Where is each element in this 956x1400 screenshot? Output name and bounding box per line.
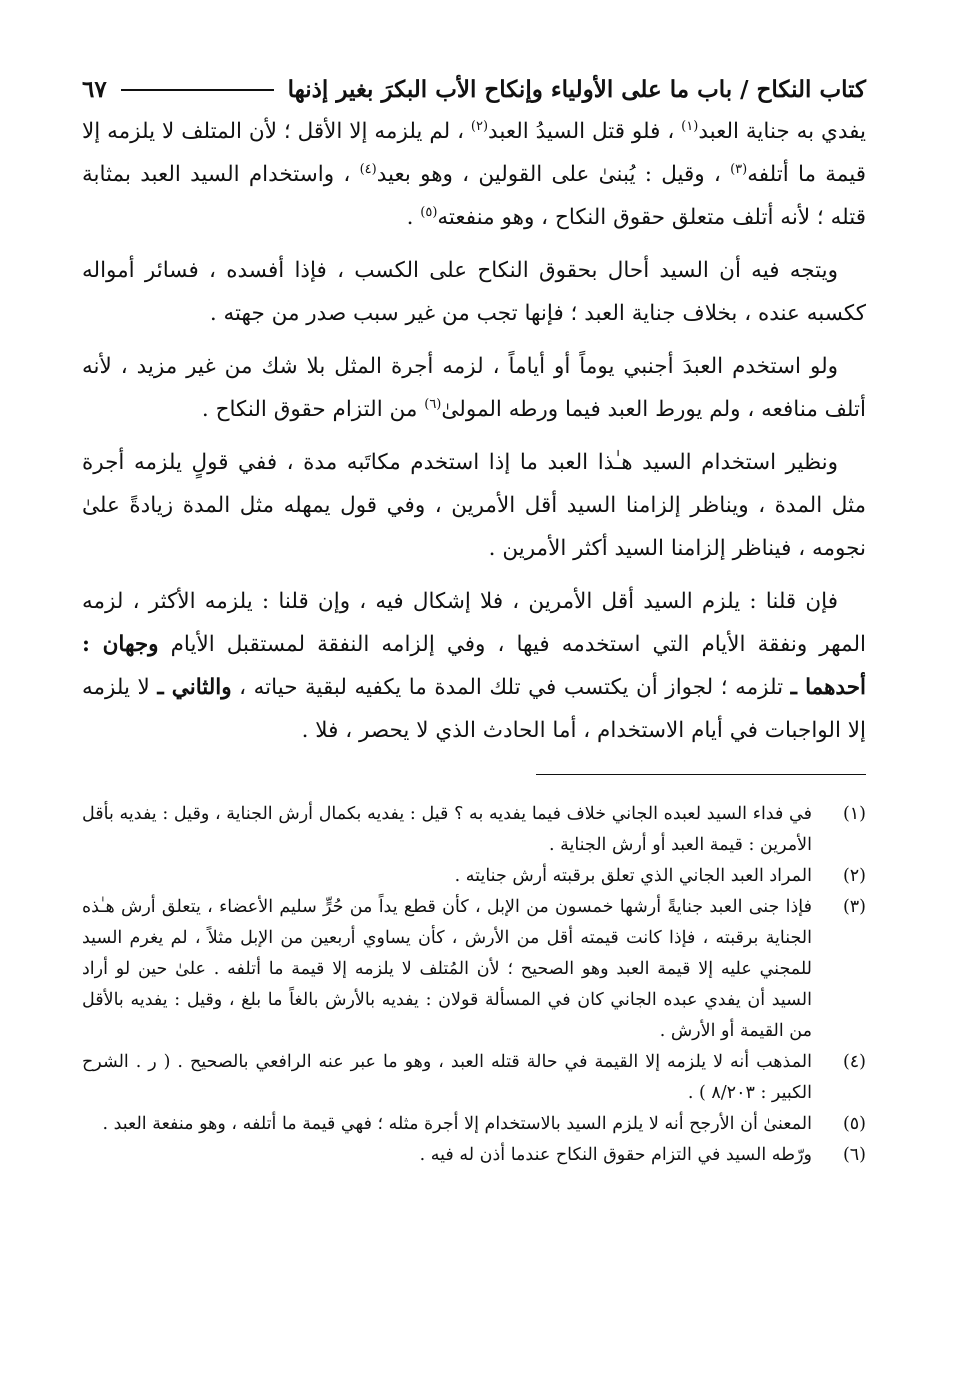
- footnote-item: [82, 861, 866, 892]
- text-run: ولو استخدم العبدَ أجنبي يوماً أو أياماً ، لزمه أجرة المثل بلا شك من غير مزيد ، لأنه أتلف منافعه ، ولم يورط العبد فيما ورطه المولىٰ: [82, 354, 866, 422]
- footnote-text: المعنىٰ أن الأرجح أنه لا يلزم السيد بالاستخدام إلا أجرة مثله ؛ فهي قيمة ما أتلفه ، وهو منفعة العبد .: [102, 1114, 812, 1134]
- footnote-number: (٦): [842, 1145, 866, 1165]
- paragraph-4: ونظير استخدام السيد هـٰذا العبد ما إذا استخدم مكاتَبه مدة ، ففي قولٍ يلزمه أجرة مثل المدة ، ويناظر إلزامنا السيد أقل الأمرين ، وفي قول يمهله مثل المدة زيادةً علىٰ نجومه ، فيناظر إلزامنا السيد أكثر الأمرين .: [82, 450, 866, 561]
- text-run: لا يلزمه إلا الواجبات في أيام الاستخدام ، أما الحادث الذي لا يحصر ، فلا .: [82, 675, 866, 743]
- text-run: ، وقيل : يُبنىٰ على القولين ، وهو بعيد: [376, 162, 731, 187]
- text-run: .: [406, 205, 421, 230]
- bold-term: وجهان : أحدهما ـ: [82, 632, 866, 700]
- footnote-item: [82, 1109, 866, 1140]
- footnote-ref-5: (٥): [420, 204, 438, 220]
- footnote-number: (٥): [842, 1114, 866, 1134]
- footnote-text: في فداء السيد لعبده الجاني خلاف فيما يفديه به ؟ قيل : يفديه بكمال أرش الجناية ، وقيل : يفديه بأقل الأمرين : قيمة العبد أو أرش الجناية .: [82, 804, 812, 855]
- footnote-item: [82, 1047, 866, 1109]
- text-run: تلزمه ؛ لجواز أن يكتسب في تلك المدة ما يكفيه لبقية حياته ،: [231, 675, 791, 700]
- header-rule: [121, 89, 274, 91]
- footnote-ref-2: (٢): [470, 118, 489, 134]
- footnote-ref-1: (١): [681, 118, 699, 134]
- page-number: ٦٧: [82, 76, 107, 103]
- text-run: ، لم يلزمه إلا الأقل ؛ لأن المتلف لا يلزمه إلا قيمة ما أتلفه: [82, 119, 866, 187]
- footnote-item: [82, 799, 866, 861]
- paragraph-3: [82, 345, 866, 431]
- text-run: ، واستخدام السيد العبد بمثابة قتله ؛ لأنه أتلف متعلق حقوق النكاح ، وهو منفعته: [82, 162, 866, 230]
- footnote-ref-6: (٦): [424, 396, 442, 412]
- footnote-ref-3: (٣): [730, 161, 748, 177]
- footnote-item: [82, 1140, 866, 1171]
- text-run: فإن قلنا : يلزم السيد أقل الأمرين ، فلا إشكال فيه ، وإن قلنا : يلزمه الأكثر ، لزمه المهر ونفقة الأيام التي استخدمه فيها ، وفي إلزامه النفقة لمستقبل الأيام: [82, 589, 866, 657]
- footnote-text: فإذا جنى العبد جنايةً أرشها خمسون من الإبل ، كأن قطع يداً من حُرٍّ سليم الأعضاء ، يتعلق أرش هـٰذه الجناية برقبته ، فإذا كانت قيمته أقل من الأرش ، كأن يساوي أربعين من الإبل مثلاً ، لم يغرم السيد للمجني عليه إلا قيمة العبد وهو الصحيح ؛ لأن المُتلف لا يلزمه إلا قيمة ما أتلفه . علىٰ حين لو أراد السيد أن يفدي عبده الجاني كان في المسألة قولان : يفديه بالأرش بالغاً ما بلغ ، وقيل : يفديه بالأقل من القيمة أو الأرش .: [82, 897, 812, 1041]
- header-title: كتاب النكاح / باب ما على الأولياء وإنكاح الأب البكرَ بغير إذنها: [287, 76, 866, 103]
- footnote-number: (٣): [842, 897, 866, 917]
- footnote-ref-4: (٤): [359, 161, 377, 177]
- footnote-number: (١): [842, 804, 866, 824]
- paragraph-2: ويتجه فيه أن السيد أحال بحقوق النكاح على الكسب ، فإذا أفسده ، فسائر أمواله ككسبه عنده ، بخلاف جناية العبد ؛ فإنها تجب من غير سبب صدر من جهته .: [82, 258, 866, 326]
- footnote-text: المذهب أنه لا يلزمه إلا القيمة في حالة قتله العبد ، وهو ما عبر عنه الرافعي بالصحيح . ( ر . الشرح الكبير : ٨/٢٠٣ ) .: [82, 1052, 812, 1103]
- footnote-divider: [536, 774, 866, 775]
- footnote-number: (٢): [842, 866, 866, 886]
- footnotes: [82, 799, 866, 1171]
- footnote-text: ورّطه السيد في التزام حقوق النكاح عندما أذن له فيه .: [419, 1145, 812, 1165]
- text-run: ، فلو قتل السيدُ العبد: [488, 119, 682, 144]
- footnote-number: (٤): [842, 1052, 866, 1072]
- paragraph-1: [82, 110, 866, 239]
- footnote-text: المراد العبد الجاني الذي تعلق برقبته أرش جنايته .: [454, 866, 812, 886]
- main-text: [82, 110, 866, 752]
- footnote-item: [82, 892, 866, 1047]
- text-run: يفدي به جناية العبد: [698, 119, 866, 144]
- text-run: من التزام حقوق النكاح .: [201, 397, 425, 422]
- paragraph-5: [82, 580, 866, 752]
- running-header: [82, 70, 866, 110]
- bold-term: والثاني ـ: [157, 675, 232, 700]
